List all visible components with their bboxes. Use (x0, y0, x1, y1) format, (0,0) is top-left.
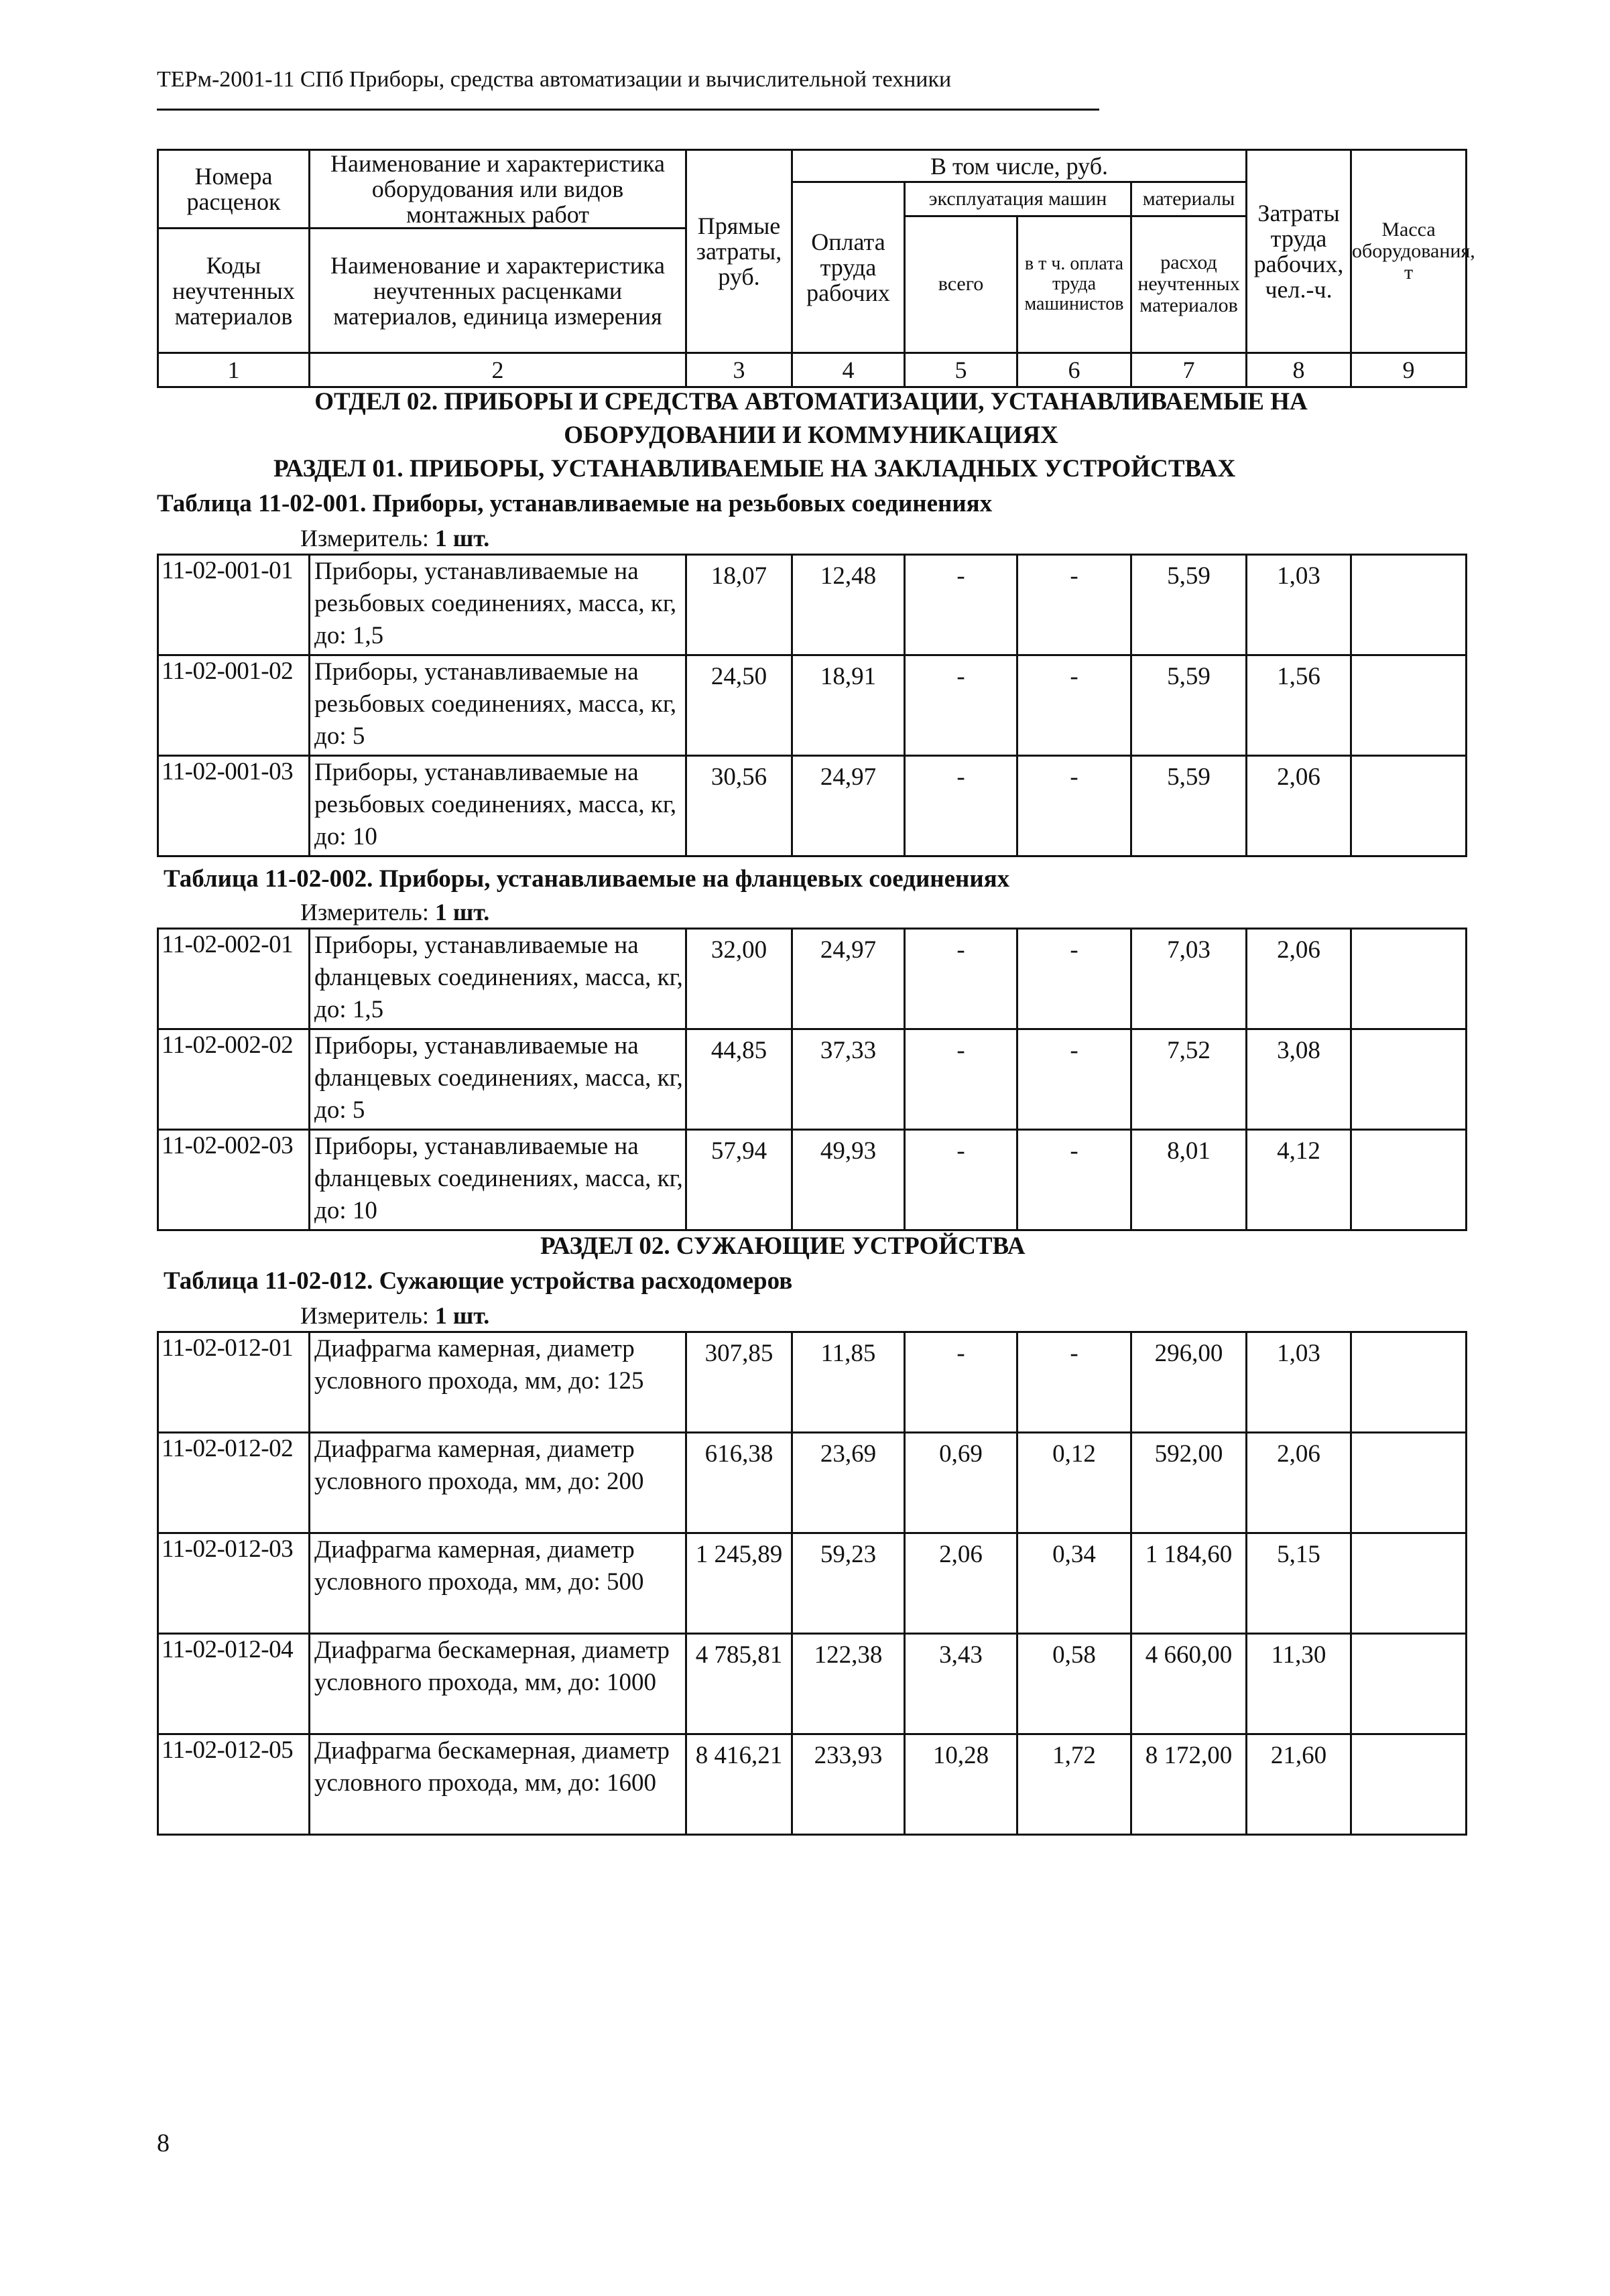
row-name: Приборы, устанавливаемые на резьбовых соединениях, масса, кг, до: 1,5 (310, 555, 686, 655)
row-name: Приборы, устанавливаемые на резьбовых соединениях, масса, кг, до: 5 (310, 655, 686, 756)
row-direct: 44,85 (686, 1029, 792, 1130)
otdel-title-line1: ОТДЕЛ 02. ПРИБОРЫ И СРЕДСТВА АВТОМАТИЗАЦИИ, УСТАНАВЛИВАЕМЫЕ НА (314, 388, 1308, 416)
row-hours: 1,56 (1247, 655, 1351, 756)
row-materials: 592,00 (1131, 1433, 1247, 1533)
row-direct: 30,56 (686, 756, 792, 856)
col-index: 3 (686, 353, 792, 387)
row-machines: - (905, 655, 1017, 756)
header-rule (157, 109, 1099, 111)
row-machines: 0,69 (905, 1433, 1017, 1533)
table-title: Таблица 11-02-001. Приборы, устанавливаемые на резьбовых соединениях (157, 490, 993, 517)
table-11-02-001 (157, 554, 1467, 857)
col-index: 6 (1017, 353, 1131, 387)
row-labor: 49,93 (792, 1130, 905, 1230)
table-row (158, 655, 1467, 756)
col-index: 4 (792, 353, 905, 387)
table-row (158, 555, 1467, 655)
row-machines: 10,28 (905, 1734, 1017, 1835)
table-title: Таблица 11-02-002. Приборы, устанавливаемые на фланцевых соединениях (164, 865, 1010, 893)
row-name: Диафрагма камерная, диаметр условного прохода, мм, до: 200 (310, 1433, 686, 1533)
row-operators: - (1017, 1029, 1131, 1130)
row-name: Диафрагма камерная, диаметр условного прохода, мм, до: 125 (310, 1332, 686, 1433)
row-machines: - (905, 929, 1017, 1029)
row-machines: - (905, 1130, 1017, 1230)
unit-of-measure (300, 524, 489, 552)
table-11-02-012 (157, 1331, 1467, 1836)
row-mass (1351, 1433, 1467, 1533)
table-row (158, 1130, 1467, 1230)
row-hours: 2,06 (1247, 929, 1351, 1029)
row-name: Приборы, устанавливаемые на фланцевых соединениях, масса, кг, до: 5 (310, 1029, 686, 1130)
row-direct: 1 245,89 (686, 1533, 792, 1634)
row-code: 11-02-001-01 (158, 555, 310, 655)
row-hours: 21,60 (1247, 1734, 1351, 1835)
unit-label: Измеритель: (300, 1302, 429, 1329)
table-row (158, 1029, 1467, 1130)
row-labor: 37,33 (792, 1029, 905, 1130)
row-materials: 5,59 (1131, 555, 1247, 655)
col-code-bottom: Коды неучтенных материалов (158, 229, 310, 353)
table-row (158, 1734, 1467, 1835)
row-hours: 3,08 (1247, 1029, 1351, 1130)
row-mass (1351, 929, 1467, 1029)
row-machines: - (905, 1029, 1017, 1130)
row-hours: 11,30 (1247, 1634, 1351, 1734)
col-code-top: Номера расценок (158, 150, 310, 229)
row-materials: 8,01 (1131, 1130, 1247, 1230)
row-mass (1351, 1734, 1467, 1835)
razdel-02-title: РАЗДЕЛ 02. СУЖАЮЩИЕ УСТРОЙСТВА (540, 1232, 1026, 1260)
col-machines-operators: в т ч. оплата труда машинистов (1017, 216, 1131, 353)
row-materials: 7,52 (1131, 1029, 1247, 1130)
row-labor: 122,38 (792, 1634, 905, 1734)
row-name: Приборы, устанавливаемые на фланцевых соединениях, масса, кг, до: 10 (310, 1130, 686, 1230)
unit-of-measure (300, 898, 489, 926)
row-labor: 24,97 (792, 756, 905, 856)
row-direct: 307,85 (686, 1332, 792, 1433)
table-row (158, 756, 1467, 856)
row-machines: - (905, 1332, 1017, 1433)
row-machines: 3,43 (905, 1634, 1017, 1734)
table-row (158, 1332, 1467, 1433)
row-code: 11-02-012-04 (158, 1634, 310, 1734)
col-mass: Масса оборудования, т (1351, 150, 1467, 353)
row-operators: - (1017, 1332, 1131, 1433)
row-machines: - (905, 756, 1017, 856)
row-operators: 0,12 (1017, 1433, 1131, 1533)
column-header-table (157, 149, 1475, 388)
col-materials-sub: расход неучтенных материалов (1131, 216, 1247, 353)
unit-value: 1 шт. (434, 1302, 490, 1329)
row-mass (1351, 1130, 1467, 1230)
table-row (158, 1433, 1467, 1533)
row-labor: 59,23 (792, 1533, 905, 1634)
row-mass (1351, 1533, 1467, 1634)
col-name-top: Наименование и характеристика оборудования или видов монтажных работ (310, 150, 686, 229)
page-header-title: ТЕРм-2001-11 СПб Приборы, средства автоматизации и вычислительной техники (157, 67, 952, 92)
row-machines: - (905, 555, 1017, 655)
row-name: Диафрагма камерная, диаметр условного прохода, мм, до: 500 (310, 1533, 686, 1634)
row-hours: 2,06 (1247, 1433, 1351, 1533)
col-including: В том числе, руб. (792, 150, 1247, 182)
row-name: Приборы, устанавливаемые на резьбовых соединениях, масса, кг, до: 10 (310, 756, 686, 856)
row-labor: 23,69 (792, 1433, 905, 1533)
row-name: Приборы, устанавливаемые на фланцевых соединениях, масса, кг, до: 1,5 (310, 929, 686, 1029)
col-labor-cost: Затраты труда рабочих, чел.-ч. (1247, 150, 1351, 353)
row-operators: - (1017, 929, 1131, 1029)
row-mass (1351, 1029, 1467, 1130)
unit-value: 1 шт. (434, 525, 490, 552)
row-labor: 12,48 (792, 555, 905, 655)
otdel-title-line2: ОБОРУДОВАНИИ И КОММУНИКАЦИЯХ (564, 422, 1058, 449)
row-hours: 2,06 (1247, 756, 1351, 856)
unit-label: Измеритель: (300, 899, 429, 926)
row-hours: 5,15 (1247, 1533, 1351, 1634)
table-11-02-002 (157, 928, 1467, 1231)
page-number: 8 (157, 2129, 170, 2157)
unit-value: 1 шт. (434, 899, 490, 926)
row-operators: - (1017, 756, 1131, 856)
row-hours: 1,03 (1247, 555, 1351, 655)
col-index: 5 (905, 353, 1017, 387)
row-code: 11-02-001-03 (158, 756, 310, 856)
row-direct: 24,50 (686, 655, 792, 756)
razdel-01-title: РАЗДЕЛ 01. ПРИБОРЫ, УСТАНАВЛИВАЕМЫЕ НА ЗАКЛАДНЫХ УСТРОЙСТВАХ (273, 455, 1236, 483)
row-operators: 0,34 (1017, 1533, 1131, 1634)
row-labor: 233,93 (792, 1734, 905, 1835)
row-direct: 57,94 (686, 1130, 792, 1230)
col-index: 9 (1351, 353, 1467, 387)
row-code: 11-02-002-02 (158, 1029, 310, 1130)
col-index: 8 (1247, 353, 1351, 387)
row-code: 11-02-002-01 (158, 929, 310, 1029)
row-materials: 4 660,00 (1131, 1634, 1247, 1734)
col-direct: Прямые затраты, руб. (686, 150, 792, 353)
row-mass (1351, 555, 1467, 655)
row-operators: 0,58 (1017, 1634, 1131, 1734)
col-machines-total: всего (905, 216, 1017, 353)
row-materials: 8 172,00 (1131, 1734, 1247, 1835)
row-operators: - (1017, 655, 1131, 756)
row-code: 11-02-012-05 (158, 1734, 310, 1835)
row-name: Диафрагма бескамерная, диаметр условного прохода, мм, до: 1600 (310, 1734, 686, 1835)
col-index: 7 (1131, 353, 1247, 387)
row-code: 11-02-012-02 (158, 1433, 310, 1533)
row-hours: 4,12 (1247, 1130, 1351, 1230)
col-index: 1 (158, 353, 310, 387)
row-operators: - (1017, 1130, 1131, 1230)
row-labor: 24,97 (792, 929, 905, 1029)
row-materials: 1 184,60 (1131, 1533, 1247, 1634)
col-name-bottom: Наименование и характеристика неучтенных расценками материалов, единица измерения (310, 229, 686, 353)
row-mass (1351, 1332, 1467, 1433)
col-materials: материалы (1131, 182, 1247, 216)
row-code: 11-02-002-03 (158, 1130, 310, 1230)
col-machines: эксплуатация машин (905, 182, 1131, 216)
unit-of-measure (300, 1301, 489, 1330)
row-name: Диафрагма бескамерная, диаметр условного прохода, мм, до: 1000 (310, 1634, 686, 1734)
row-materials: 5,59 (1131, 756, 1247, 856)
row-direct: 616,38 (686, 1433, 792, 1533)
row-labor: 11,85 (792, 1332, 905, 1433)
table-row (158, 1634, 1467, 1734)
table-row (158, 929, 1467, 1029)
row-hours: 1,03 (1247, 1332, 1351, 1433)
row-direct: 18,07 (686, 555, 792, 655)
row-materials: 7,03 (1131, 929, 1247, 1029)
row-materials: 296,00 (1131, 1332, 1247, 1433)
row-operators: - (1017, 555, 1131, 655)
row-direct: 8 416,21 (686, 1734, 792, 1835)
row-direct: 32,00 (686, 929, 792, 1029)
row-machines: 2,06 (905, 1533, 1017, 1634)
row-operators: 1,72 (1017, 1734, 1131, 1835)
col-labor-pay: Оплата труда рабочих (792, 182, 905, 353)
row-code: 11-02-012-01 (158, 1332, 310, 1433)
row-direct: 4 785,81 (686, 1634, 792, 1734)
row-mass (1351, 1634, 1467, 1734)
unit-label: Измеритель: (300, 525, 429, 552)
row-materials: 5,59 (1131, 655, 1247, 756)
row-code: 11-02-001-02 (158, 655, 310, 756)
table-title: Таблица 11-02-012. Сужающие устройства расходомеров (164, 1267, 793, 1295)
row-labor: 18,91 (792, 655, 905, 756)
row-mass (1351, 655, 1467, 756)
col-index: 2 (310, 353, 686, 387)
row-mass (1351, 756, 1467, 856)
row-code: 11-02-012-03 (158, 1533, 310, 1634)
table-row (158, 1533, 1467, 1634)
